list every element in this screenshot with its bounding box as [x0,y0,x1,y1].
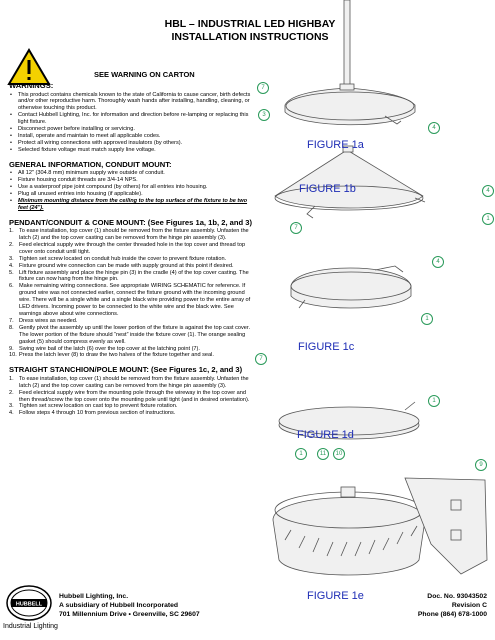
step-item: 3. Tighten set screw located on conduit hub inside the cover to prevent fixture rotation. [9,255,227,262]
list-item: • All 12" (304.8 mm) minimum supply wire outside of conduit. [18,170,257,177]
callout-1: 1 [428,395,440,407]
step-item: 8. Gently pivot the assembly up until the lower portion of the fixture is against the top cast cover. The lower portion of the fixture should “nest” inside the fixture cover (1). The orange sealing gasket (5) should compress evenly as well. [9,324,251,345]
step-item: 6. Make remaining wiring connections. See appropriate WIRING SCHEMATIC for reference. If ground wire was not connected earlier, connect the fixture ground with the incoming ground wire. There will be a single white and a single black wire providing power to the entire array of LED drivers. Incoming power to be connected to the white wire and the black wire. See warnings above about wire connections. [9,283,251,317]
callout-4: 4 [428,122,440,134]
list-item: • Fixture housing conduit threads are 3/4-14 NPS. [18,177,257,184]
list-item: • Selected fixture voltage must match supply line voltage. [18,147,257,154]
doc-number: Doc. No. 93043502 [427,593,487,600]
pendant-mount-heading: PENDANT/CONDUIT & CONE MOUNT: (See Figures 1a, 1b, 2, and 3) [9,217,253,227]
figure-1e-drawing [273,478,487,575]
doc-revision: Revision C [451,602,487,609]
warnings-list [9,92,257,154]
list-item: • Install, operate and maintain to meet all applicable codes. [18,133,257,140]
step-item: 7. Dress wires as needed. [9,317,78,324]
step-item: 4. Follow steps 4 through 10 from previous section of instructions. [9,410,176,417]
company-subsidiary: A subsidiary of Hubbell Incorporated [59,602,179,609]
see-warning-on-carton: SEE WARNING ON CARTON [94,70,195,79]
step-item: 9. Swing wire bail of the latch (6) over the top cover at the latching point (7). [9,345,200,352]
mounting-distance-note: Minimum mounting distance from the ceiling to the top surface of the fixture to be two feet (24"). [18,197,248,211]
list-item: • Disconnect power before installing or servicing. [18,126,257,133]
figure-1b-label: FIGURE 1b [299,183,356,195]
step-item: 10. Press the latch lever (8) to draw the two halves of the fixture together and seal. [9,352,214,359]
callout-7: 7 [290,222,302,234]
figure-1c-drawing [291,266,411,308]
hubbell-logo-icon [5,583,53,623]
company-phone: Phone (864) 678-1000 [417,611,487,618]
callout-7: 7 [255,353,267,365]
list-item: • Use a waterproof pipe joint compound (by others) for all entries into housing. [18,184,257,191]
company-info [59,592,200,619]
step-item: 1. To ease installation, top cover (1) should be removed from the fixture assembly. Unfasten the latch (2) and the top cover casting can be removed from the hinge pin assembly (3). [9,228,249,241]
title-line-1: HBL – INDUSTRIAL LED HIGHBAY [164,18,336,30]
list-item: • This product contains chemicals known to the state of California to cause cancer, birth defects and/or other reproductive harm. Thoroughly wash hands after installing, handling, cleaning, or otherwise touching this product. [18,92,257,113]
callout-1: 1 [421,313,433,325]
figure-1c-label: FIGURE 1c [298,341,355,353]
stanchion-mount-heading: STRAIGHT STANCHION/POLE MOUNT: (See Figures 1c, 2, and 3) [9,365,243,375]
list-item [18,198,257,212]
callout-7: 7 [257,82,269,94]
step-item: 5. Lift fixture assembly and place the hinge pin (3) in the cradle (4) of the top cover casting. The fixture can now hang from the hinge pin. [9,269,249,283]
callout-4: 4 [482,185,494,197]
logo-text: HUBBELL [15,601,43,608]
callout-9: 9 [475,459,487,471]
fixture-figures-illustration [255,0,495,580]
figure-1d-label: FIGURE 1d [297,429,354,441]
figure-1a-drawing [285,0,415,125]
division-name: Industrial Lighting [3,623,58,630]
general-info-list [9,170,257,211]
figure-1e-label: FIGURE 1e [307,590,364,602]
company-address: 701 Millennium Drive • Greenville, SC 29607 [59,611,200,618]
step-item: 4. Fixture ground wire connection can be made with supply ground at this point if desired. [9,262,234,269]
warnings-heading: WARNINGS: [9,81,54,90]
company-name: Hubbell Lighting, Inc. [59,593,129,600]
list-item: • Protect all wiring connections with approved insulators (by others). [18,140,257,147]
step-item: 3. Tighten set screw location on cast top to prevent fixture rotation. [9,403,178,410]
callout-4: 4 [432,256,444,268]
instructions-column [9,81,257,417]
list-item: • Contact Hubbell Lighting, Inc. for information and direction before re-lamping or replacing this light fixture. [18,112,257,126]
callout-3: 3 [258,109,270,121]
list-item: • Plug all unused entries into housing (if applicable). [18,191,257,198]
callout-11: 11 [317,448,329,460]
general-info-heading: GENERAL INFORMATION, CONDUIT MOUNT: [9,159,172,169]
pendant-steps [9,228,257,359]
callout-1: 1 [295,448,307,460]
step-item: 2. Feed electrical supply wire from the mounting pole through the wireway in the top cover and then thread/screw the top cover onto the mounting pole until tight (and in desired orientation). [9,389,250,403]
step-item: 1. To ease installation, top cover (1) should be removed from the fixture assembly. Unfasten the latch (2) and the top cover casting can be removed from the hinge pin assembly (3). [9,375,249,389]
stanchion-steps [9,376,257,417]
title-line-2: INSTALLATION INSTRUCTIONS [171,31,329,43]
figure-1a-label: FIGURE 1a [307,139,364,151]
callout-10: 10 [333,448,345,460]
document-info [401,592,487,619]
figure-1b-drawing [275,146,425,218]
callout-1: 1 [482,213,494,225]
step-item: 2. Feed electrical supply wire through the center threaded hole in the top cover and thread top cover onto conduit until tight. [9,241,246,255]
